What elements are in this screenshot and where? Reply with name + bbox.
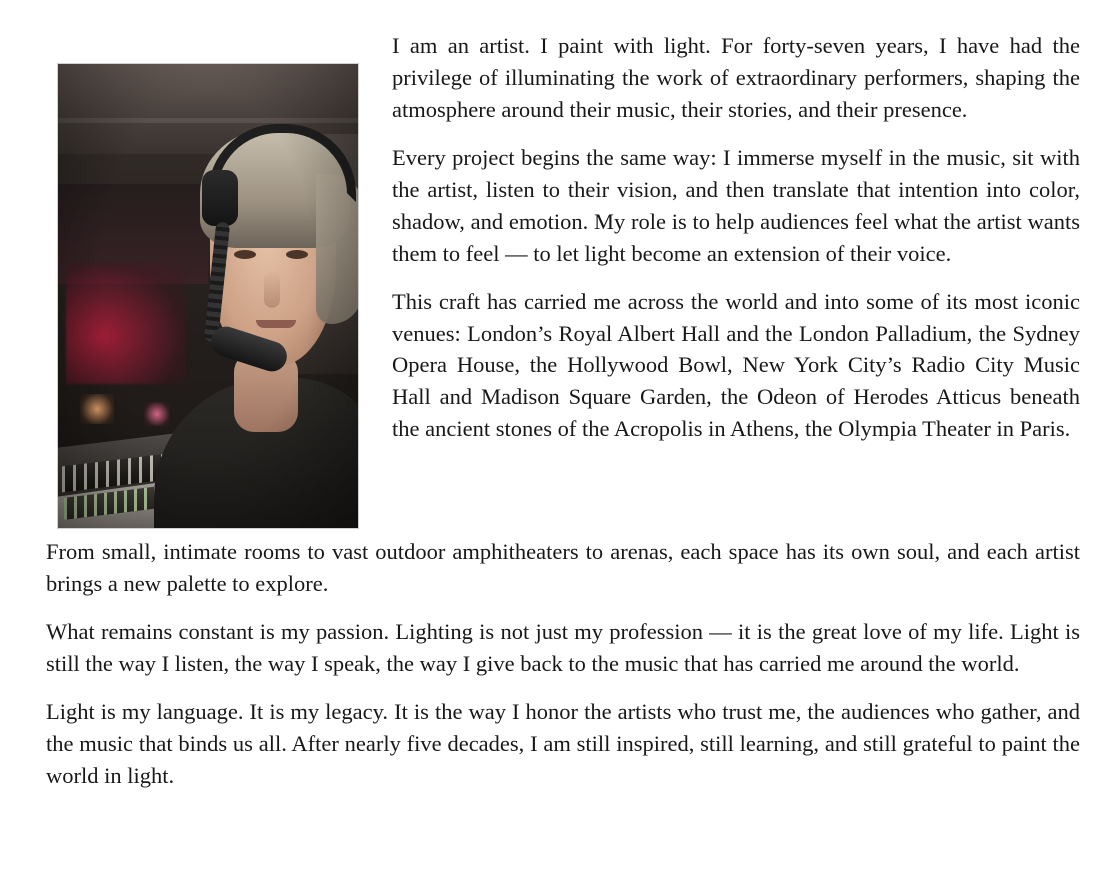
paragraph-5: What remains constant is my passion. Lighting is not just my profession — it is the great love of my life. Light is still the way I listen, the way I speak, the way I give back to the music that has carried me around the world. — [46, 618, 1080, 676]
photo-vignette — [58, 64, 358, 528]
paragraph-3: This craft has carried me across the world and into some of its most iconic venues: London’s Royal Albert Hall and the London Palladium, the Sydney Opera House, the Hollywood Bowl, New York City’s Radio City Music Hall and Madison Square Garden, the Odeon of Herodes Atticus beneath the ancient stones of the Acropolis in Athens, the Olympia Theater in Paris. — [392, 288, 1080, 442]
portrait-lighting-designer-at-console-image — [58, 64, 358, 528]
paragraph-6: Light is my language. It is my legacy. It is the way I honor the artists who trust me, the audiences who gather, and the music that binds us all. After nearly five decades, I am still inspired, still learning, and still grateful to paint the world in light. — [46, 698, 1080, 788]
paragraph-1: I am an artist. I paint with light. For forty-seven years, I have had the privilege of illuminating the work of extraordinary performers, shaping the atmosphere around their music, their stories, and their presence. — [392, 33, 1080, 122]
paragraph-4: From small, intimate rooms to vast outdoor amphitheaters to arenas, each space has its own soul, and each artist brings a new palette to explore. — [46, 539, 1080, 596]
paragraph-2: Every project begins the same way: I immerse myself in the music, sit with the artist, listen to their vision, and then translate that intention into color, shadow, and emotion. My role is to help audiences feel what the artist wants them to feel — to let light become an extension of their voice. — [392, 144, 1080, 266]
portrait-figure — [58, 64, 358, 528]
